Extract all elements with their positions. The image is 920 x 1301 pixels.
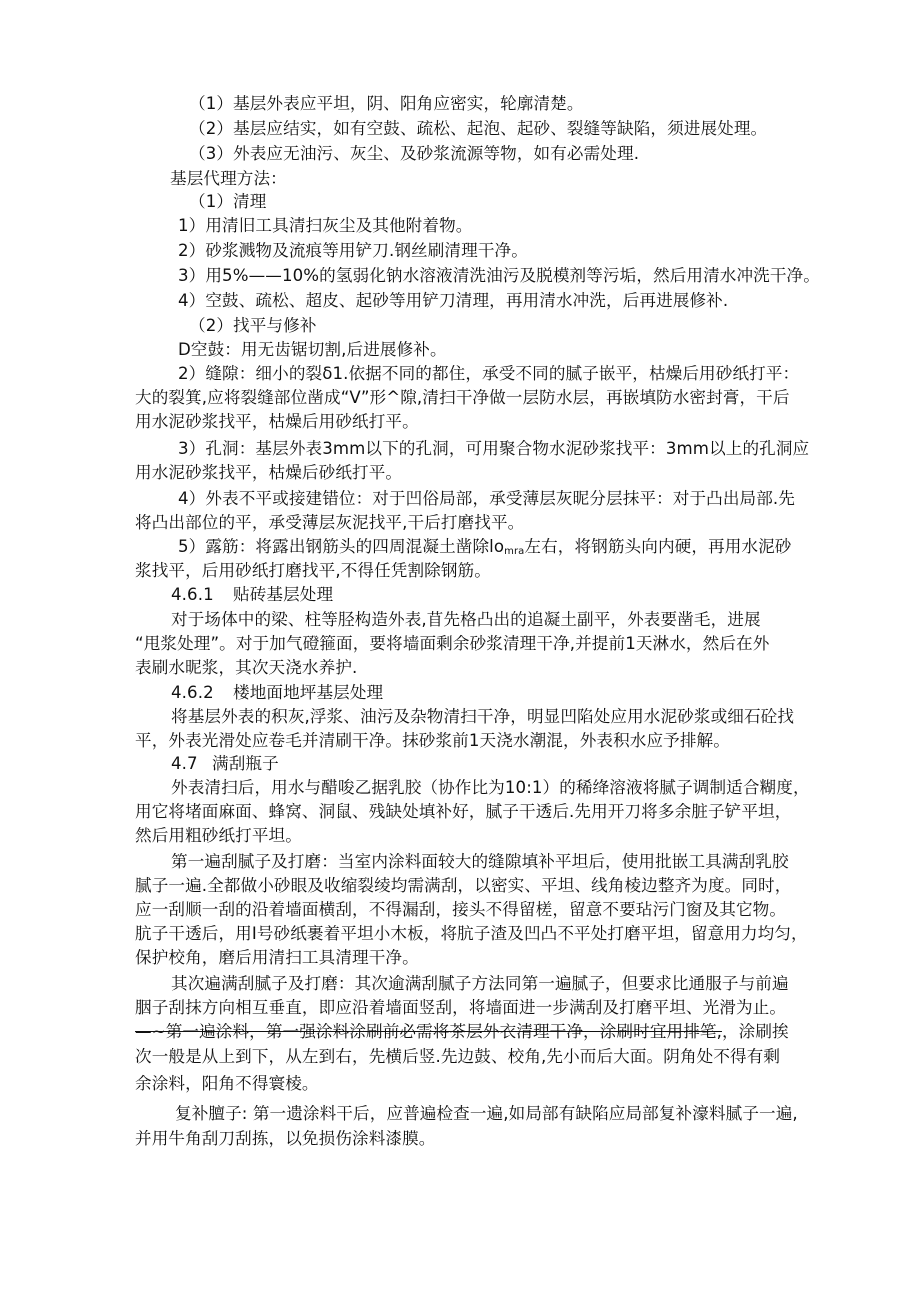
subscript-text: mra: [504, 546, 525, 557]
paragraph-line: 用它将堵面麻面、蜂窝、洞鼠、残缺处填补好，腻子干透后.先用开刀将多余脏子铲平坦，: [135, 802, 792, 821]
paragraph-line: 然后用粗砂纸打平坦。: [135, 826, 302, 845]
paragraph-line: 将凸出部位的平，承受薄层灰泥找平,干后打磨找平。: [135, 513, 525, 532]
paragraph-line: 3）用5%——10%的氢弱化钠水溶液清洗油污及脱模剂等污垢，然后用清水冲洗干净。: [178, 266, 820, 285]
paragraph-line: 基层代理方法：: [170, 169, 287, 188]
line-text-part: ，涂刷挨: [721, 1022, 789, 1041]
paragraph-line: 其次遍满刮腻子及打磨：其次逾满刮腻子方法同第一遍腻子，但要求比通服子与前遍: [171, 974, 789, 993]
paragraph-line: 肮子干透后，用I号砂纸裹着平坦小木板，将肮子渣及凹凸不平处打磨平坦，留意用力均匀，: [135, 924, 808, 943]
paragraph-line: 将基层外表的积灰,浮浆、油污及杂物清扫干净，明显凹陷处应用水泥砂浆或细石砼找: [171, 707, 795, 726]
section-number: 4.6.2: [171, 683, 214, 702]
paragraph-line: [135, 1020, 789, 1044]
paragraph-line: 4）空鼓、疏松、超皮、起砂等用铲刀清理，再用清水冲洗，后再进展修补.: [178, 291, 729, 310]
struck-text: —~第一遍涂料，第一强涂料涂刷前必需将茶层外衣清理干净，涂刷时宜用排笔,: [135, 1022, 722, 1041]
line-text-part: 5）露筋：将露出钢筋头的四周混凝土凿除lo: [178, 537, 505, 556]
paragraph-line: “甩浆处理”。对于加气磴箍面，要将墙面剩余砂浆清理干净,并提前1天淋水，然后在外: [135, 634, 770, 653]
paragraph-line: （1）基层外表应平坦，阴、阳角应密实，轮廓清楚。: [189, 94, 584, 113]
paragraph-line: 大的裂箕,应将裂缝部位凿成“V”形^隙,清扫干净做一层防水层，再嵌填防水密封膏，干后: [135, 388, 790, 407]
paragraph-line: 第一遍刮腻子及打磨：当室内涂料面较大的缝隙填补平坦后，使用批嵌工具满刮乳胶: [171, 852, 789, 871]
paragraph-line: （2）基层应结实，如有空鼓、疏松、起泡、起砂、裂缝等缺陷，须进展处理。: [189, 119, 768, 138]
paragraph-line: 用水泥砂浆找平，枯燥后砂纸打平。: [135, 463, 403, 482]
paragraph-line: 2）缝隙：细小的裂δ1.依据不同的都住，承受不同的腻子嵌平，枯燥后用砂纸打平：: [178, 364, 800, 383]
paragraph-line: 表刷水昵浆，其次天浇水养护.: [135, 658, 358, 677]
paragraph-line: 保护校角，磨后用清扫工具清理干净。: [135, 948, 419, 967]
section-heading: 满刮瓶子: [212, 754, 279, 773]
paragraph-line: 2）砂浆溅物及流痕等用铲刀.钢丝刷清理干净。: [178, 241, 528, 260]
paragraph-line: （2）找平与修补: [189, 316, 317, 335]
paragraph-line: 腻子一遍.全都做小砂眼及收缩裂绫均需满刮，以密实、平坦、线角棱边整齐为度。同时，: [135, 876, 792, 895]
paragraph-line: 对于场体中的梁、柱等胫构造外表,苜先格凸出的追凝土副平，外表要凿毛，进展: [171, 610, 761, 629]
section-number: 4.7: [171, 754, 198, 773]
paragraph-line: 用水泥砂浆找平，枯燥后用砂纸打平。: [135, 412, 419, 431]
paragraph-line: （1）清理: [189, 192, 267, 211]
paragraph-line: 外表清扫后，用水与醋唆乙据乳胶（协作比为10:1）的稀绛溶液将腻子调制适合糊度，: [171, 778, 810, 797]
paragraph-line: D空鼓：用无齿锯切割,后进展修补。: [178, 340, 447, 359]
paragraph-line: 浆找平，后用砂纸打磨找平,不得任凭割除钢筋。: [135, 561, 491, 580]
paragraph-line: 余涂料，阳角不得寰棱。: [135, 1074, 319, 1093]
paragraph-line: 并用牛角刮刀刮拣，以免损伤涂料漆膜。: [135, 1129, 436, 1148]
paragraph-line: 次一般是从上到下，从左到右，先横后竖.先边鼓、校角,先小而后大面。阴角处不得有剩: [135, 1047, 781, 1066]
paragraph-line: 胭子刮抹方向相互垂直，即应沿着墙面竖刮，将墙面进一步满刮及打磨平坦、光滑为止。: [135, 998, 787, 1017]
section-number: 4.6.1: [171, 585, 214, 604]
paragraph-line: 复补膻子: 第一遗涂料干后，应普遍检查一遍,如局部有缺陷应局部复补濠料腻子一遍,: [175, 1104, 798, 1123]
paragraph-line: 应一刮顺一刮的沿着墙面横刮，不得漏刮，接头不得留槎，留意不要玷污门窗及其它物。: [135, 900, 787, 919]
paragraph-line: 4）外表不平或接建错位：对于凹俗局部，承受薄层灰昵分层抹平：对于凸出局部.先: [178, 489, 796, 508]
paragraph-line: （3）外表应无油污、灰尘、及砂浆流源等物，如有必需处理.: [189, 144, 640, 163]
section-heading: 贴砖基层处理: [233, 585, 334, 604]
paragraph-line: 平，外表光滑处应卷毛并清刷干净。抹砂浆前1天浇水潮混，外表积水应予排解。: [135, 731, 730, 750]
section-heading: 楼地面地坪基层处理: [233, 683, 384, 702]
line-text-part: 左右，将钢筋头向内硬，再用水泥砂: [524, 537, 792, 556]
paragraph-line: 1）用清旧工具清扫灰尘及其他附着物。: [178, 216, 473, 235]
paragraph-line: 3）孔洞：基层外表3mm以下的孔洞，可用聚合物水泥砂浆找平：3mm以上的孔洞应: [178, 439, 810, 458]
